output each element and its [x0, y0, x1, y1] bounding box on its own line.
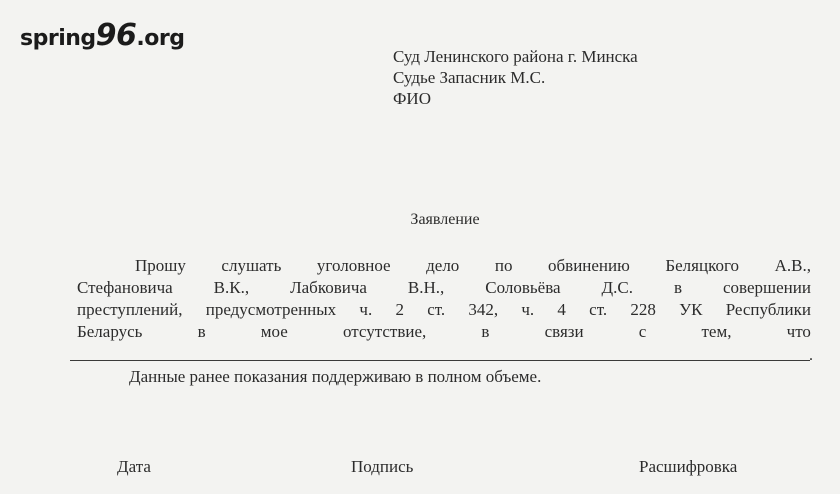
paragraph-word: в — [481, 322, 490, 341]
paragraph-word: 2 — [395, 300, 404, 319]
paragraph-word: Прошу — [135, 256, 186, 275]
paragraph-word: А.В., — [774, 256, 811, 275]
request-paragraph — [77, 255, 811, 343]
paragraph-word: что — [786, 322, 811, 341]
date-label: Дата — [117, 457, 151, 476]
paragraph-word: 342, — [468, 300, 499, 319]
paragraph-word: с — [638, 322, 647, 341]
paragraph-word: Беляцкого — [665, 256, 740, 275]
paragraph-word: преступлений, — [77, 300, 183, 319]
paragraph-word: ч. — [359, 300, 373, 319]
paragraph-line — [77, 299, 811, 321]
watermark-suffix: .org — [136, 26, 185, 51]
watermark-number: 96 — [95, 18, 137, 53]
paragraph-word: дело — [426, 256, 460, 275]
paragraph-word: Д.С. — [601, 278, 633, 297]
paragraph-word: в — [197, 322, 206, 341]
paragraph-word: ст. — [589, 300, 608, 319]
addressee-court: Суд Ленинского района г. Минска — [393, 47, 638, 66]
addressee-block — [393, 46, 638, 109]
signature-label: Подпись — [351, 457, 414, 476]
watermark-logo — [20, 18, 184, 53]
paragraph-word: связи — [544, 322, 584, 341]
paragraph-word: 228 — [630, 300, 656, 319]
paragraph-word: ст. — [427, 300, 446, 319]
paragraph-word: 4 — [557, 300, 566, 319]
paragraph-word: предусмотренных — [205, 300, 337, 319]
paragraph-word: Лабковича — [290, 278, 367, 297]
addressee-judge: Судье Запасник М.С. — [393, 68, 546, 87]
paragraph-word: слушать — [221, 256, 282, 275]
paragraph-word: уголовное — [316, 256, 391, 275]
paragraph-word: в — [673, 278, 682, 297]
watermark-prefix: spring — [20, 26, 96, 51]
paragraph-word: совершении — [722, 278, 811, 297]
fill-in-blank-line — [70, 360, 810, 361]
decryption-label: Расшифровка — [639, 457, 738, 476]
paragraph-word: УК — [679, 300, 703, 319]
addressee-fio: ФИО — [393, 89, 431, 108]
paragraph-word: по — [494, 256, 513, 275]
paragraph-word: В.Н., — [407, 278, 445, 297]
paragraph-word: тем, — [701, 322, 732, 341]
paragraph-word: мое — [260, 322, 288, 341]
paragraph-line — [77, 255, 811, 277]
paragraph-word: В.К., — [213, 278, 250, 297]
paragraph-word: обвинению — [548, 256, 630, 275]
paragraph-word: отсутствие, — [342, 322, 427, 341]
paragraph-word: Республики — [725, 300, 811, 319]
paragraph-word: ч. — [521, 300, 535, 319]
paragraph-line — [77, 321, 811, 343]
paragraph-word: Беларусь — [77, 322, 143, 341]
blank-line-period: . — [809, 347, 813, 364]
paragraph-line — [77, 277, 811, 299]
paragraph-word: Соловьёва — [485, 278, 561, 297]
statement-text: Данные ранее показания поддерживаю в полном объеме. — [129, 367, 542, 386]
document-title: Заявление — [410, 211, 480, 228]
paragraph-word: Стефановича — [77, 278, 173, 297]
